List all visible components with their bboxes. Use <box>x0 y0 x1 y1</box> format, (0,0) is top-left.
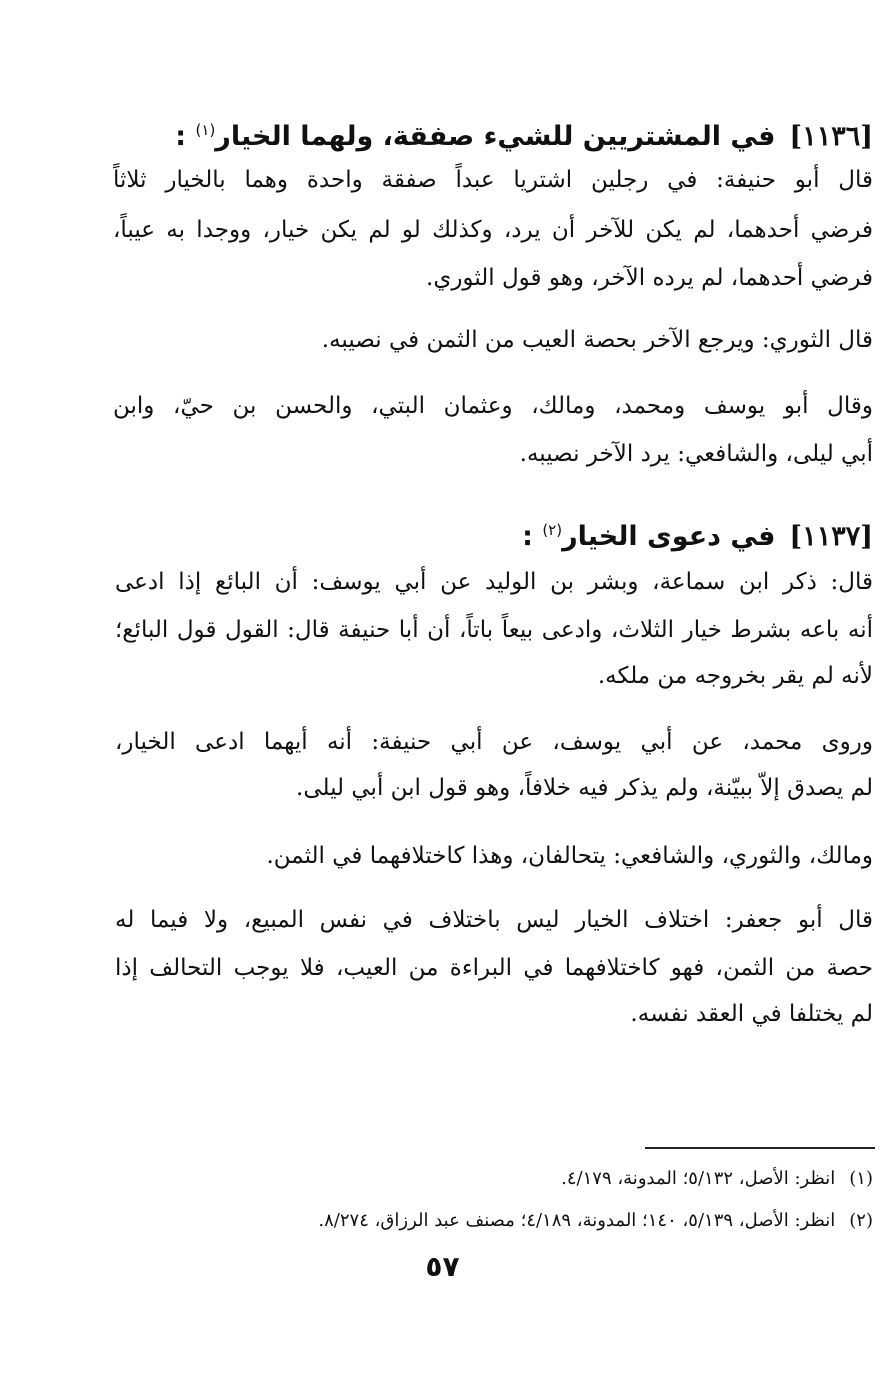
paragraph-line: فرضي أحدهما، لم يرده الآخر، وهو قول الثوري. <box>426 265 873 291</box>
section-number: [١١٣٧] <box>789 521 873 552</box>
section-number: [١١٣٦] <box>789 121 873 152</box>
paragraph-line: فرضي أحدهما، لم يكن للآخر أن يرد، وكذلك لو لم يكن خيار، ووجدا به عيباً، <box>113 217 873 243</box>
paragraph-line: ومالك، والثوري، والشافعي: يتحالفان، وهذا كاختلافهما في الثمن. <box>266 843 873 869</box>
paragraph-line: لأنه لم يقر بخروجه من ملكه. <box>597 663 873 689</box>
page-number: ٥٧ <box>425 1250 460 1283</box>
footnote-2 <box>150 1206 873 1236</box>
footnote-reference: (١) <box>195 121 216 139</box>
section-heading-1136 <box>175 108 873 159</box>
section-heading-1137 <box>200 508 873 559</box>
paragraph-line: قال أبو جعفر: اختلاف الخيار ليس باختلاف في نفس المبيع، ولا فيما له <box>115 907 873 933</box>
section-title: في المشتريين للشيء صفقة، ولهما الخيار <box>215 121 776 152</box>
paragraph-line: وقال أبو يوسف ومحمد، ومالك، وعثمان البتي، والحسن بن حيّ، وابن <box>113 393 873 419</box>
paragraph-line: لم يصدق إلاّ ببيّنة، ولم يذكر فيه خلافاً، وهو قول ابن أبي ليلى. <box>296 775 873 801</box>
paragraph-line: أنه باعه بشرط خيار الثلاث، وادعى بيعاً باتاً، أن أبا حنيفة قال: القول قول البائع؛ <box>115 617 874 643</box>
paragraph-line: حصة من الثمن، فهو كاختلافهما في البراءة من العيب، فلا يوجب التحالف إذا <box>115 955 873 981</box>
footnote-reference: (٢) <box>542 521 563 539</box>
paragraph-line: لم يختلفا في العقد نفسه. <box>630 1001 873 1027</box>
heading-colon: : <box>175 121 187 152</box>
footnote-mark: (٢) <box>849 1210 873 1231</box>
footnote-separator <box>645 1147 875 1149</box>
paragraph-line: وروى محمد، عن أبي يوسف، عن أبي حنيفة: أنه أيهما ادعى الخيار، <box>115 729 873 755</box>
paragraph-line: قال الثوري: ويرجع الآخر بحصة العيب من الثمن في نصيبه. <box>321 327 873 353</box>
section-title: في دعوى الخيار <box>562 521 776 552</box>
paragraph-line: قال أبو حنيفة: في رجلين اشتريا عبداً صفقة واحدة وهما بالخيار ثلاثاً <box>113 167 873 193</box>
paragraph-line: قال: ذكر ابن سماعة، وبشر بن الوليد عن أبي يوسف: أن البائع إذا ادعى <box>115 569 873 595</box>
heading-colon: : <box>522 521 533 552</box>
footnote-text: انظر: الأصل، ٥/١٣٢؛ المدونة، ٤/١٧٩. <box>561 1168 836 1189</box>
footnote-1 <box>150 1164 873 1194</box>
footnote-text: انظر: الأصل، ٥/١٣٩، ١٤٠؛ المدونة، ٤/١٨٩؛ مصنف عبد الرزاق، ٨/٢٧٤. <box>318 1210 836 1231</box>
paragraph-line: أبي ليلى، والشافعي: يرد الآخر نصيبه. <box>519 441 873 467</box>
footnote-mark: (١) <box>849 1168 873 1189</box>
